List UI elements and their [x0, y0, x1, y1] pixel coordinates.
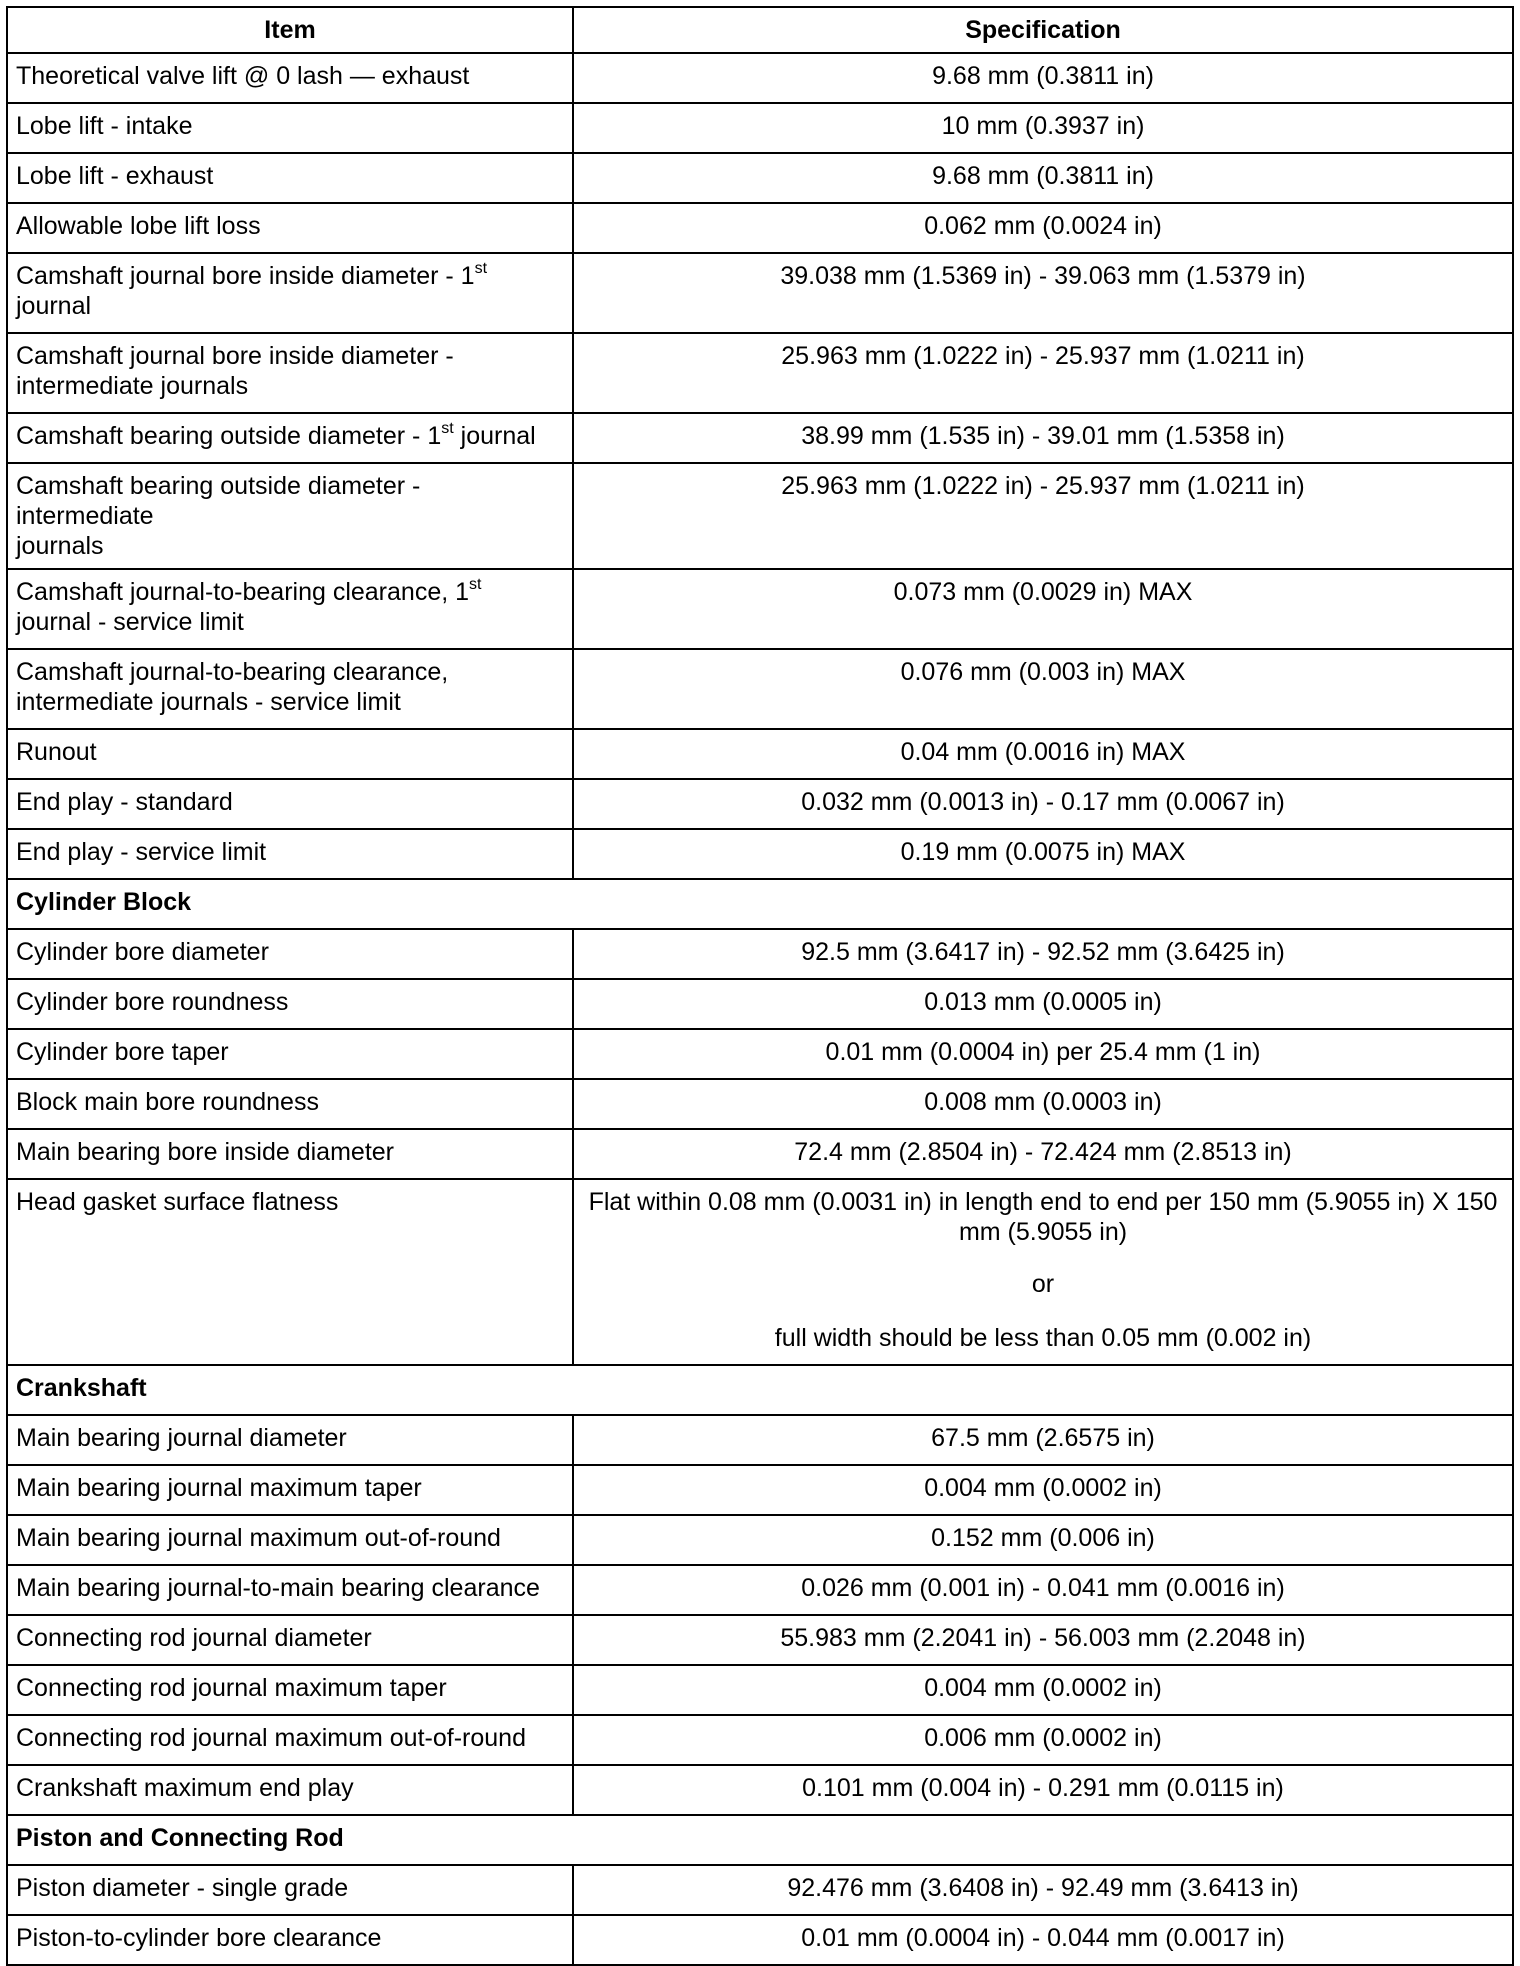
table-row — [7, 103, 1513, 153]
item-text: Camshaft bearing outside diameter - 1 — [16, 422, 442, 450]
item-text: Camshaft bearing outside diameter - intermediate — [16, 472, 421, 530]
item-cell: Main bearing journal maximum taper — [7, 1465, 573, 1515]
spec-cell: 0.101 mm (0.004 in) - 0.291 mm (0.0115 in) — [573, 1765, 1513, 1815]
spec-cell: 0.004 mm (0.0002 in) — [573, 1665, 1513, 1715]
spec-cell: 0.01 mm (0.0004 in) per 25.4 mm (1 in) — [573, 1029, 1513, 1079]
item-cell: Piston-to-cylinder bore clearance — [7, 1915, 573, 1965]
item-cell: Crankshaft maximum end play — [7, 1765, 573, 1815]
spec-cell: 0.062 mm (0.0024 in) — [573, 203, 1513, 253]
item-text: Camshaft journal-to-bearing clearance, 1 — [16, 578, 470, 606]
spec-cell: 55.983 mm (2.2041 in) - 56.003 mm (2.2048 in) — [573, 1615, 1513, 1665]
table-row — [7, 413, 1513, 463]
table-row — [7, 463, 1513, 569]
spec-text: or — [1031, 1270, 1055, 1298]
spec-cell: 0.152 mm (0.006 in) — [573, 1515, 1513, 1565]
item-text: intermediate journals — [16, 372, 249, 400]
section-heading: Piston and Connecting Rod — [7, 1815, 1513, 1865]
item-cell: Theoretical valve lift @ 0 lash — exhaust — [7, 53, 573, 103]
spec-cell: 92.476 mm (3.6408 in) - 92.49 mm (3.6413 in) — [573, 1865, 1513, 1915]
table-row — [7, 1129, 1513, 1179]
item-cell: Connecting rod journal maximum taper — [7, 1665, 573, 1715]
spec-cell: 0.026 mm (0.001 in) - 0.041 mm (0.0016 in) — [573, 1565, 1513, 1615]
table-row — [7, 1765, 1513, 1815]
spec-cell: 10 mm (0.3937 in) — [573, 103, 1513, 153]
item-cell — [7, 649, 573, 729]
spec-cell: 92.5 mm (3.6417 in) - 92.52 mm (3.6425 in) — [573, 929, 1513, 979]
item-cell: Main bearing journal maximum out-of-round — [7, 1515, 573, 1565]
item-superscript: st — [469, 575, 482, 593]
table-row — [7, 253, 1513, 333]
table-row — [7, 1565, 1513, 1615]
item-text: Camshaft journal bore inside diameter - 1 — [16, 262, 475, 290]
section-heading: Cylinder Block — [7, 879, 1513, 929]
table-row — [7, 649, 1513, 729]
item-cell: Cylinder bore roundness — [7, 979, 573, 1029]
spec-cell: 67.5 mm (2.6575 in) — [573, 1415, 1513, 1465]
table-row — [7, 729, 1513, 779]
spec-text: Flat within 0.08 mm (0.0031 in) in length end to end per 150 mm (5.9055 in) X 150 — [588, 1188, 1498, 1216]
header-specification: Specification — [573, 7, 1513, 53]
item-cell: Lobe lift - exhaust — [7, 153, 573, 203]
table-row — [7, 1415, 1513, 1465]
spec-cell: 72.4 mm (2.8504 in) - 72.424 mm (2.8513 in) — [573, 1129, 1513, 1179]
table-row — [7, 1615, 1513, 1665]
item-cell: Head gasket surface flatness — [7, 1179, 573, 1365]
item-cell: End play - standard — [7, 779, 573, 829]
section-heading: Crankshaft — [7, 1365, 1513, 1415]
item-cell: Connecting rod journal maximum out-of-round — [7, 1715, 573, 1765]
table-row — [7, 829, 1513, 879]
table-row — [7, 979, 1513, 1029]
item-cell — [7, 413, 573, 463]
spec-cell: 0.073 mm (0.0029 in) MAX — [573, 569, 1513, 649]
item-cell — [7, 569, 573, 649]
table-row — [7, 153, 1513, 203]
table-row — [7, 1079, 1513, 1129]
item-cell: Lobe lift - intake — [7, 103, 573, 153]
section-row-cylinder-block — [7, 879, 1513, 929]
item-text: Camshaft journal-to-bearing clearance, — [16, 658, 449, 686]
specifications-table — [6, 6, 1514, 1966]
table-header-row — [7, 7, 1513, 53]
item-cell: Allowable lobe lift loss — [7, 203, 573, 253]
table-row — [7, 1029, 1513, 1079]
table-row — [7, 1715, 1513, 1765]
item-cell: Main bearing bore inside diameter — [7, 1129, 573, 1179]
table-row — [7, 779, 1513, 829]
table-row — [7, 1179, 1513, 1365]
section-row-piston-connecting-rod — [7, 1815, 1513, 1865]
item-cell — [7, 463, 573, 569]
spec-cell: 0.076 mm (0.003 in) MAX — [573, 649, 1513, 729]
spec-cell: 25.963 mm (1.0222 in) - 25.937 mm (1.0211 in) — [573, 463, 1513, 569]
spec-cell: 25.963 mm (1.0222 in) - 25.937 mm (1.0211 in) — [573, 333, 1513, 413]
item-cell: Cylinder bore taper — [7, 1029, 573, 1079]
item-cell: Connecting rod journal diameter — [7, 1615, 573, 1665]
spec-cell: 0.013 mm (0.0005 in) — [573, 979, 1513, 1029]
spec-cell: 9.68 mm (0.3811 in) — [573, 153, 1513, 203]
spec-text: full width should be less than 0.05 mm (0.002 in) — [774, 1324, 1312, 1352]
spec-cell: 0.01 mm (0.0004 in) - 0.044 mm (0.0017 in) — [573, 1915, 1513, 1965]
spec-cell: 38.99 mm (1.535 in) - 39.01 mm (1.5358 in) — [573, 413, 1513, 463]
table-row — [7, 1865, 1513, 1915]
table-row — [7, 1515, 1513, 1565]
table-row — [7, 1665, 1513, 1715]
item-text: journal — [16, 292, 92, 320]
item-cell: Main bearing journal-to-main bearing clearance — [7, 1565, 573, 1615]
item-cell: Cylinder bore diameter — [7, 929, 573, 979]
item-cell: End play - service limit — [7, 829, 573, 879]
table-row — [7, 53, 1513, 103]
spec-cell: 39.038 mm (1.5369 in) - 39.063 mm (1.5379 in) — [573, 253, 1513, 333]
section-row-crankshaft — [7, 1365, 1513, 1415]
spec-cell: 0.006 mm (0.0002 in) — [573, 1715, 1513, 1765]
item-superscript: st — [474, 259, 488, 277]
table-row — [7, 203, 1513, 253]
item-cell — [7, 333, 573, 413]
spec-cell: 0.19 mm (0.0075 in) MAX — [573, 829, 1513, 879]
item-cell: Piston diameter - single grade — [7, 1865, 573, 1915]
table-row — [7, 929, 1513, 979]
table-row — [7, 333, 1513, 413]
table-row — [7, 1915, 1513, 1965]
item-text: intermediate journals - service limit — [16, 688, 401, 716]
item-cell: Main bearing journal diameter — [7, 1415, 573, 1465]
item-cell: Block main bore roundness — [7, 1079, 573, 1129]
table-row — [7, 569, 1513, 649]
spec-cell: 0.04 mm (0.0016 in) MAX — [573, 729, 1513, 779]
spec-cell: 0.004 mm (0.0002 in) — [573, 1465, 1513, 1515]
item-cell: Runout — [7, 729, 573, 779]
spec-cell: 9.68 mm (0.3811 in) — [573, 53, 1513, 103]
header-item: Item — [7, 7, 573, 53]
table-row — [7, 1465, 1513, 1515]
item-text: journals — [16, 532, 104, 560]
item-cell — [7, 253, 573, 333]
spec-cell: 0.032 mm (0.0013 in) - 0.17 mm (0.0067 in) — [573, 779, 1513, 829]
spec-text: mm (5.9055 in) — [958, 1218, 1128, 1246]
spec-cell: 0.008 mm (0.0003 in) — [573, 1079, 1513, 1129]
item-text: journal — [453, 422, 536, 450]
item-superscript: st — [441, 419, 454, 437]
item-text: journal - service limit — [16, 608, 244, 636]
item-text: Camshaft journal bore inside diameter - — [16, 342, 454, 370]
spec-cell — [573, 1179, 1513, 1365]
